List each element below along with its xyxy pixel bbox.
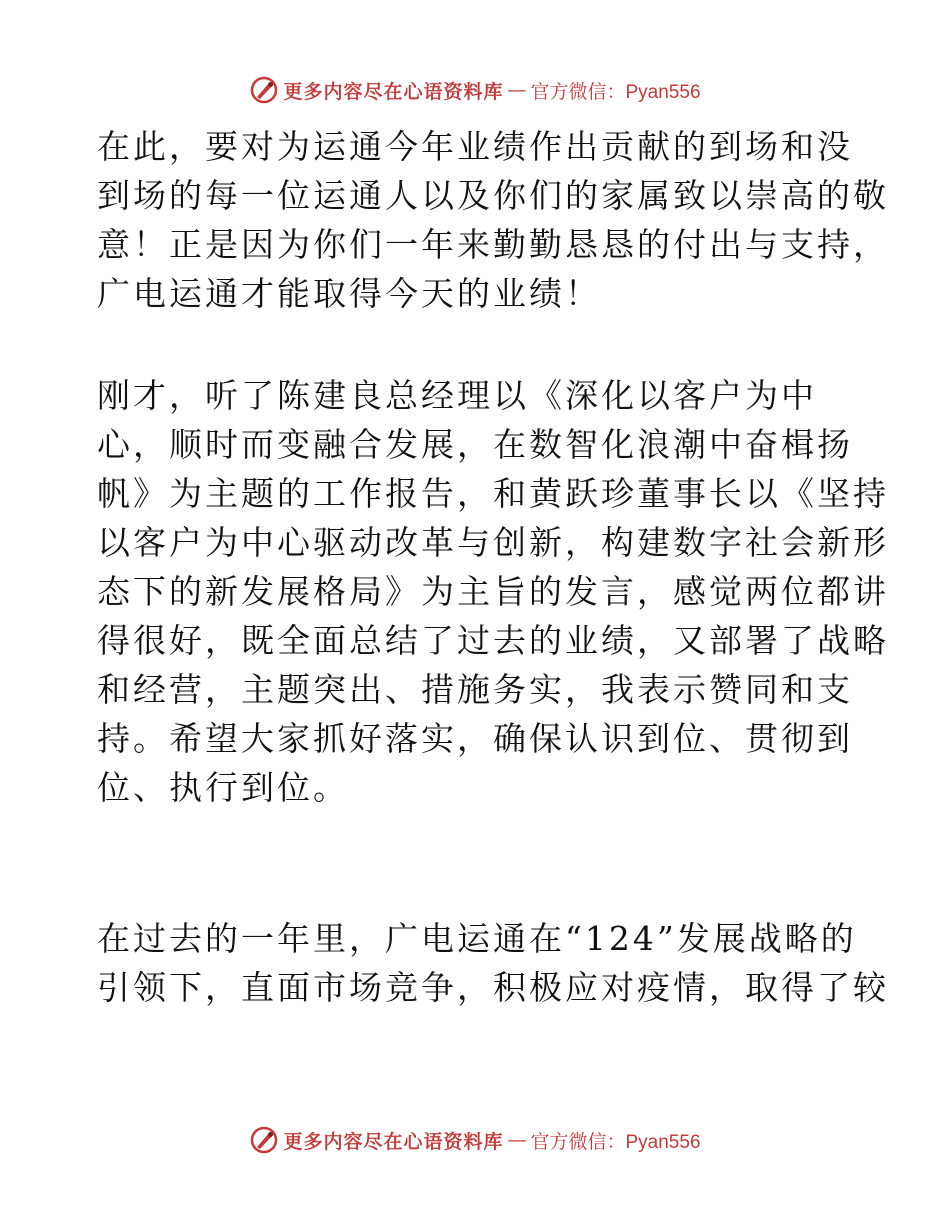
footer-separator: — (507, 1129, 527, 1151)
paragraph-3 (97, 914, 889, 1012)
text-line: 在此，要对为运通今年业绩作出贡献的到场和没 (97, 127, 853, 166)
text-line: 以客户为中心驱动改革与创新，构建数字社会新形 (97, 523, 889, 562)
text-line: 态下的新发展格局》为主旨的发言，感觉两位都讲 (97, 572, 889, 611)
text-line: 心，顺时而变融合发展，在数智化浪潮中奋楫扬 (97, 425, 853, 464)
text-line: 刚才，听了陈建良总经理以《深化以客户为中 (97, 376, 817, 415)
text-line: 意！正是因为你们一年来勤勤恳恳的付出与支持， (97, 225, 889, 264)
text-line: 广电运通才能取得今天的业绩！ (97, 274, 601, 313)
text-line: 在过去的一年里，广电运通在“124”发展战略的 (97, 919, 857, 958)
header-watermark (0, 70, 950, 110)
text-line: 持。希望大家抓好落实，确保认识到位、贯彻到 (97, 719, 853, 758)
text-line: 得很好，既全面总结了过去的业绩，又部署了战略 (97, 621, 889, 660)
text-line: 和经营，主题突出、措施务实，我表示赞同和支 (97, 670, 853, 709)
text-line: 位、执行到位。 (97, 768, 349, 807)
paragraph-1 (97, 122, 889, 318)
paragraph-2 (97, 371, 889, 812)
pen-logo-icon (249, 1125, 279, 1155)
footer-brand: 更多内容尽在心语资料库 (283, 1130, 504, 1153)
footer-contact: 官方微信：Pyan556 (530, 1131, 701, 1153)
header-separator: — (507, 79, 527, 101)
text-line: 到场的每一位运通人以及你们的家属致以崇高的敬 (97, 176, 889, 215)
text-line: 引领下，直面市场竞争，积极应对疫情，取得了较 (97, 968, 889, 1007)
header-brand: 更多内容尽在心语资料库 (283, 80, 504, 103)
footer-watermark (0, 1120, 950, 1160)
pen-logo-icon (249, 75, 279, 105)
header-contact: 官方微信：Pyan556 (530, 81, 701, 103)
text-line: 帆》为主题的工作报告，和黄跃珍董事长以《坚持 (97, 474, 889, 513)
